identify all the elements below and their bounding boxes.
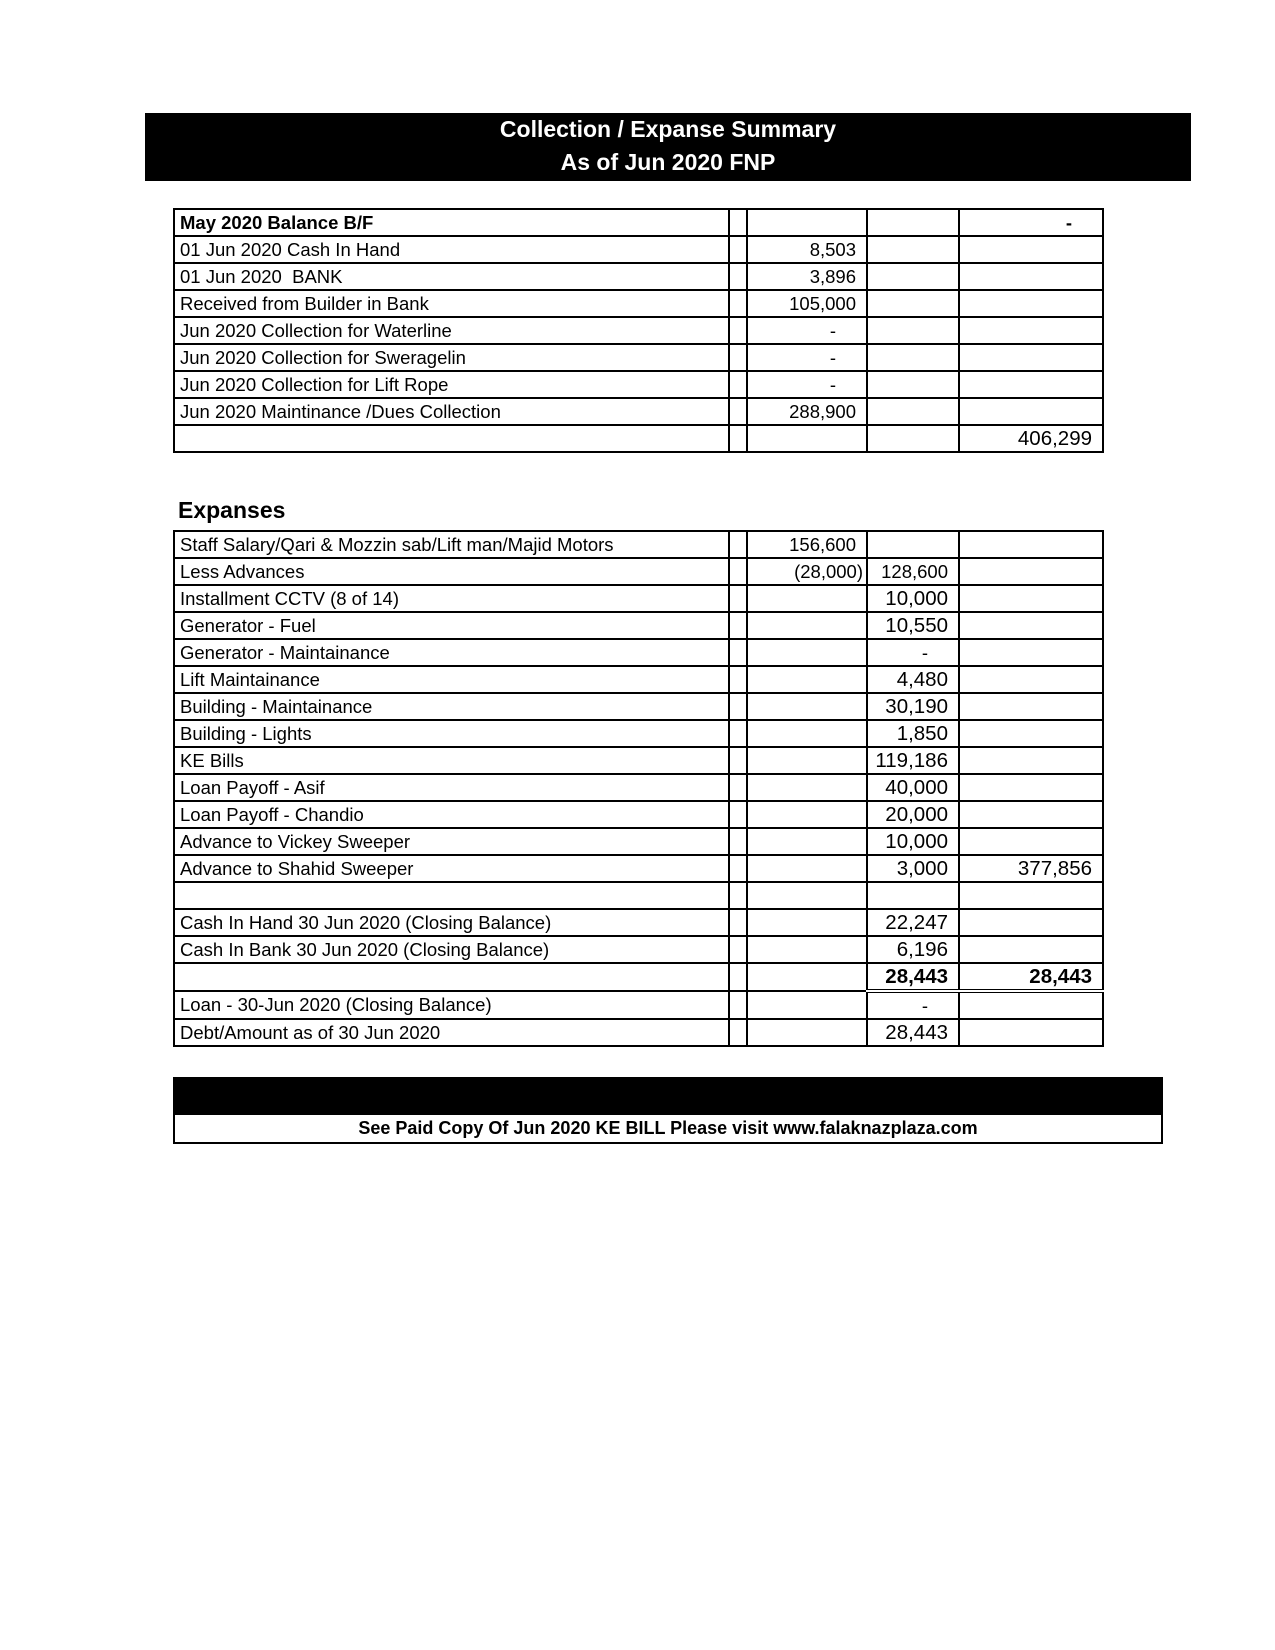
table-row — [174, 747, 1103, 774]
row-label: Debt/Amount as of 30 Jun 2020 — [174, 1019, 729, 1046]
table-row — [174, 263, 1103, 290]
report-title: Collection / Expanse Summary — [499, 116, 837, 142]
row-amount: 288,900 — [747, 398, 867, 425]
table-row — [174, 236, 1103, 263]
table-row — [174, 991, 1103, 1019]
table-row — [174, 209, 1103, 236]
table-row — [174, 558, 1103, 585]
row-label: Jun 2020 Maintinance /Dues Collection — [174, 398, 729, 425]
row-amount: - — [867, 991, 959, 1019]
row-label: Jun 2020 Collection for Waterline — [174, 317, 729, 344]
row-amount: (28,000) — [747, 558, 867, 585]
row-amount: 105,000 — [747, 290, 867, 317]
row-label: Building - Maintainance — [174, 693, 729, 720]
expanses-table — [173, 530, 1104, 1047]
row-label: Jun 2020 Collection for Sweragelin — [174, 344, 729, 371]
table-row — [174, 290, 1103, 317]
table-row — [174, 720, 1103, 747]
table-row — [174, 693, 1103, 720]
row-label: Less Advances — [174, 558, 729, 585]
table-row — [174, 398, 1103, 425]
table-row — [174, 855, 1103, 882]
row-amount: 156,600 — [747, 531, 867, 558]
table-row — [174, 371, 1103, 398]
row-amount: 3,896 — [747, 263, 867, 290]
table-row — [174, 828, 1103, 855]
row-label: Generator - Maintainance — [174, 639, 729, 666]
closing-balance-amount: 28,443 — [867, 963, 959, 991]
table-row — [174, 801, 1103, 828]
row-label: Cash In Hand 30 Jun 2020 (Closing Balance) — [174, 909, 729, 936]
row-amount: - — [747, 371, 867, 398]
table-row — [174, 936, 1103, 963]
row-label: Loan - 30-Jun 2020 (Closing Balance) — [174, 991, 729, 1019]
table-row — [174, 774, 1103, 801]
expanses-total: 377,856 — [959, 855, 1103, 882]
row-amount: 4,480 — [867, 666, 959, 693]
row-amount: 10,000 — [867, 828, 959, 855]
opening-balance-value: - — [959, 209, 1103, 236]
row-amount: 10,550 — [867, 612, 959, 639]
row-label: Loan Payoff - Chandio — [174, 801, 729, 828]
row-amount: - — [747, 317, 867, 344]
row-amount: - — [867, 639, 959, 666]
footer-note: See Paid Copy Of Jun 2020 KE BILL Please visit www.falaknazplaza.com — [173, 1113, 1163, 1144]
row-label: 01 Jun 2020 BANK — [174, 263, 729, 290]
row-label: Building - Lights — [174, 720, 729, 747]
table-row — [174, 639, 1103, 666]
report-subtitle: As of Jun 2020 FNP — [560, 149, 776, 175]
expanses-title: Expanses — [178, 497, 286, 523]
table-row — [174, 317, 1103, 344]
table-row — [174, 425, 1103, 452]
row-label: Installment CCTV (8 of 14) — [174, 585, 729, 612]
table-row — [174, 1019, 1103, 1046]
opening-balance-label: May 2020 Balance B/F — [174, 209, 729, 236]
row-amount: 3,000 — [867, 855, 959, 882]
table-row — [174, 344, 1103, 371]
row-amount: 30,190 — [867, 693, 959, 720]
row-amount: 20,000 — [867, 801, 959, 828]
row-label: Loan Payoff - Asif — [174, 774, 729, 801]
row-label: Cash In Bank 30 Jun 2020 (Closing Balance) — [174, 936, 729, 963]
row-label: Jun 2020 Collection for Lift Rope — [174, 371, 729, 398]
row-amount: - — [747, 344, 867, 371]
collection-table — [173, 208, 1104, 453]
row-label: Lift Maintainance — [174, 666, 729, 693]
table-row — [174, 585, 1103, 612]
row-amount: 10,000 — [867, 585, 959, 612]
row-amount: 6,196 — [867, 936, 959, 963]
row-label: Advance to Shahid Sweeper — [174, 855, 729, 882]
table-row — [174, 666, 1103, 693]
row-label: Staff Salary/Qari & Mozzin sab/Lift man/Majid Motors — [174, 531, 729, 558]
row-amount: 119,186 — [867, 747, 959, 774]
row-label: KE Bills — [174, 747, 729, 774]
table-row — [174, 963, 1103, 991]
row-net-amount: 128,600 — [867, 558, 959, 585]
row-label: Received from Builder in Bank — [174, 290, 729, 317]
row-amount: 1,850 — [867, 720, 959, 747]
table-row — [174, 531, 1103, 558]
closing-balance-total: 28,443 — [959, 963, 1103, 991]
table-row — [174, 612, 1103, 639]
row-amount: 28,443 — [867, 1019, 959, 1046]
row-amount: 8,503 — [747, 236, 867, 263]
divider-bar — [173, 1077, 1163, 1115]
collection-total: 406,299 — [959, 425, 1103, 452]
row-amount: 40,000 — [867, 774, 959, 801]
table-row — [174, 909, 1103, 936]
row-amount: 22,247 — [867, 909, 959, 936]
report-header — [145, 113, 1191, 181]
row-label: 01 Jun 2020 Cash In Hand — [174, 236, 729, 263]
row-label: Generator - Fuel — [174, 612, 729, 639]
row-label: Advance to Vickey Sweeper — [174, 828, 729, 855]
table-row — [174, 882, 1103, 909]
